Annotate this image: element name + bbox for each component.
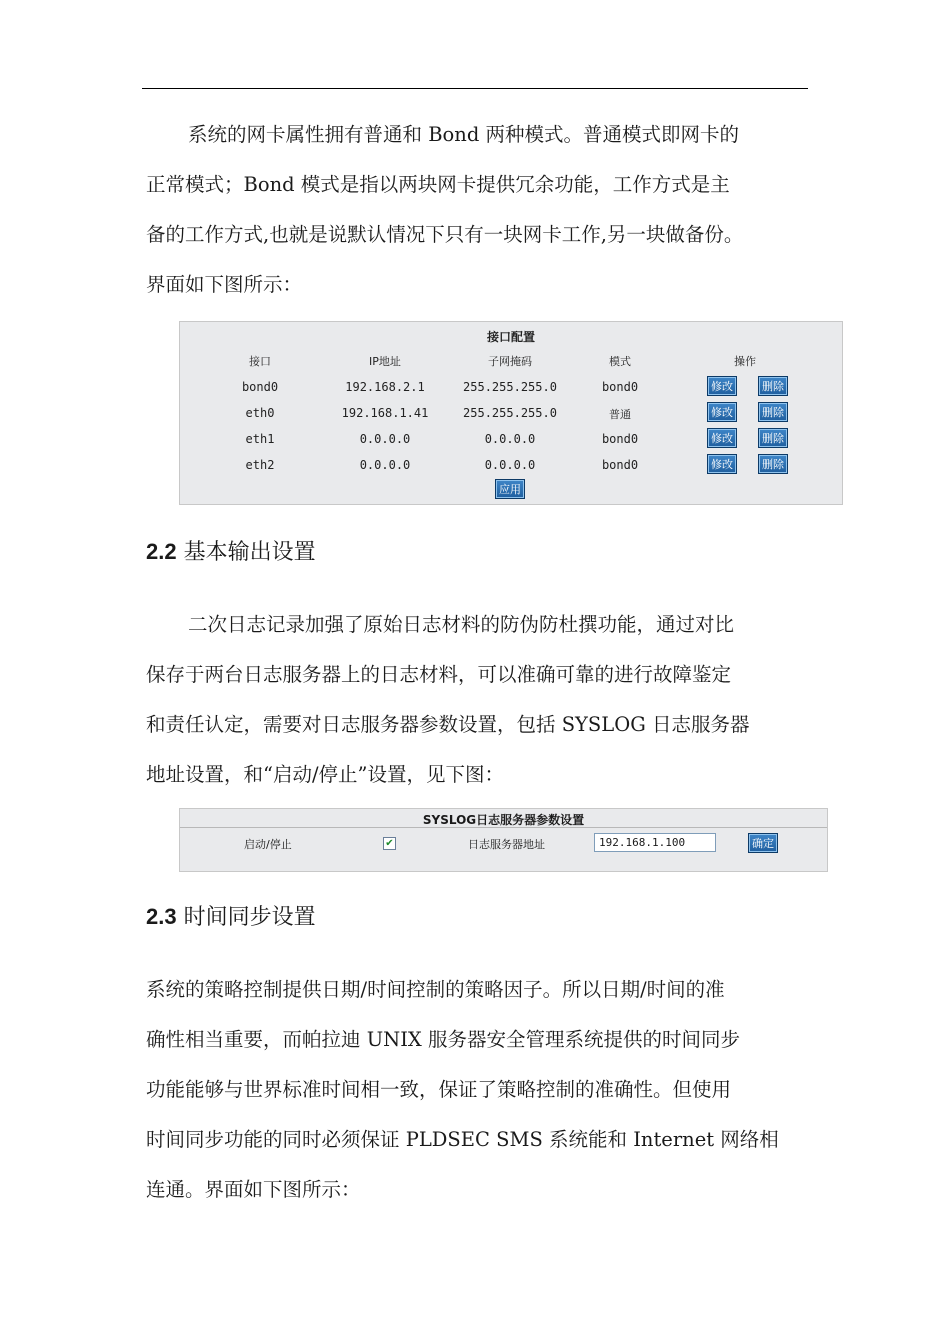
- server-address-label: 日志服务器地址: [468, 838, 545, 851]
- paragraph-line: 和责任认定，需要对日志服务器参数设置，包括 SYSLOG 日志服务器: [146, 713, 750, 736]
- cell-mask: 255.255.255.0: [463, 380, 557, 394]
- panel-divider: [180, 827, 827, 828]
- cell-mode: bond0: [601, 380, 639, 394]
- paragraph-line: 连通。界面如下图所示：: [146, 1178, 361, 1201]
- intro-line: 备的工作方式,也就是说默认情况下只有一块网卡工作,另一块做备份。: [146, 223, 744, 246]
- section-heading-2-3: [146, 900, 316, 931]
- header-interface: 接口: [249, 355, 271, 368]
- section-title: 时间同步设置: [183, 905, 316, 930]
- cell-interface: bond0: [241, 380, 279, 394]
- section-2-3-paragraph: [146, 965, 810, 1215]
- paragraph-line: 地址设置，和“启动/停止”设置，见下图：: [146, 763, 505, 786]
- cell-mode: bond0: [601, 432, 639, 446]
- header-ip: IP地址: [369, 355, 401, 368]
- delete-button[interactable]: 删除: [758, 428, 788, 448]
- syslog-settings-panel: [179, 808, 828, 872]
- section-heading-2-2: [146, 535, 316, 566]
- section-title: 基本输出设置: [183, 540, 316, 565]
- section-2-2-paragraph: [146, 600, 810, 800]
- check-icon: ✔: [385, 837, 394, 849]
- cell-mode: 普通: [609, 408, 631, 421]
- intro-line: 界面如下图所示：: [146, 273, 303, 296]
- intro-paragraph: [146, 110, 810, 310]
- section-number: 2.2: [146, 539, 177, 564]
- cell-ip: 192.168.1.41: [341, 406, 429, 420]
- confirm-button[interactable]: 确定: [748, 833, 778, 853]
- panel-title: 接口配置: [486, 330, 535, 344]
- delete-button[interactable]: 删除: [758, 376, 788, 396]
- cell-interface: eth2: [245, 458, 275, 472]
- cell-mask: 0.0.0.0: [484, 432, 536, 446]
- paragraph-line: 功能能够与世界标准时间相一致，保证了策略控制的准确性。但使用: [146, 1078, 732, 1101]
- edit-button[interactable]: 修改: [707, 376, 737, 396]
- cell-interface: eth0: [245, 406, 275, 420]
- edit-button[interactable]: 修改: [707, 428, 737, 448]
- cell-mask: 255.255.255.0: [463, 406, 557, 420]
- interface-config-panel: [179, 321, 843, 505]
- intro-line: 系统的网卡属性拥有普通和 Bond 两种模式。普通模式即网卡的: [188, 123, 740, 146]
- edit-button[interactable]: 修改: [707, 402, 737, 422]
- paragraph-line: 系统的策略控制提供日期/时间控制的策略因子。所以日期/时间的准: [146, 978, 725, 1001]
- header-mode: 模式: [609, 355, 631, 368]
- cell-ip: 192.168.2.1: [345, 380, 425, 394]
- header-mask: 子网掩码: [488, 355, 532, 368]
- delete-button[interactable]: 删除: [758, 402, 788, 422]
- header-actions: 操作: [734, 355, 756, 368]
- apply-button[interactable]: 应用: [495, 479, 525, 499]
- cell-interface: eth1: [245, 432, 275, 446]
- enable-label: 启动/停止: [244, 838, 292, 851]
- header-rule: [142, 88, 808, 89]
- cell-mode: bond0: [601, 458, 639, 472]
- enable-checkbox[interactable]: [383, 837, 396, 850]
- edit-button[interactable]: 修改: [707, 454, 737, 474]
- cell-mask: 0.0.0.0: [484, 458, 536, 472]
- delete-button[interactable]: 删除: [758, 454, 788, 474]
- cell-ip: 0.0.0.0: [359, 458, 411, 472]
- panel-title: SYSLOG日志服务器参数设置: [422, 813, 585, 827]
- paragraph-line: 时间同步功能的同时必须保证 PLDSEC SMS 系统能和 Internet 网络相: [146, 1128, 779, 1151]
- server-address-input[interactable]: 192.168.1.100: [594, 833, 716, 852]
- paragraph-line: 二次日志记录加强了原始日志材料的防伪防杜撰功能，通过对比: [188, 613, 735, 636]
- paragraph-line: 保存于两台日志服务器上的日志材料，可以准确可靠的进行故障鉴定: [146, 663, 732, 686]
- paragraph-line: 确性相当重要，而帕拉迪 UNIX 服务器安全管理系统提供的时间同步: [146, 1028, 740, 1051]
- cell-ip: 0.0.0.0: [359, 432, 411, 446]
- section-number: 2.3: [146, 904, 177, 929]
- intro-line: 正常模式；Bond 模式是指以两块网卡提供冗余功能，工作方式是主: [146, 173, 730, 196]
